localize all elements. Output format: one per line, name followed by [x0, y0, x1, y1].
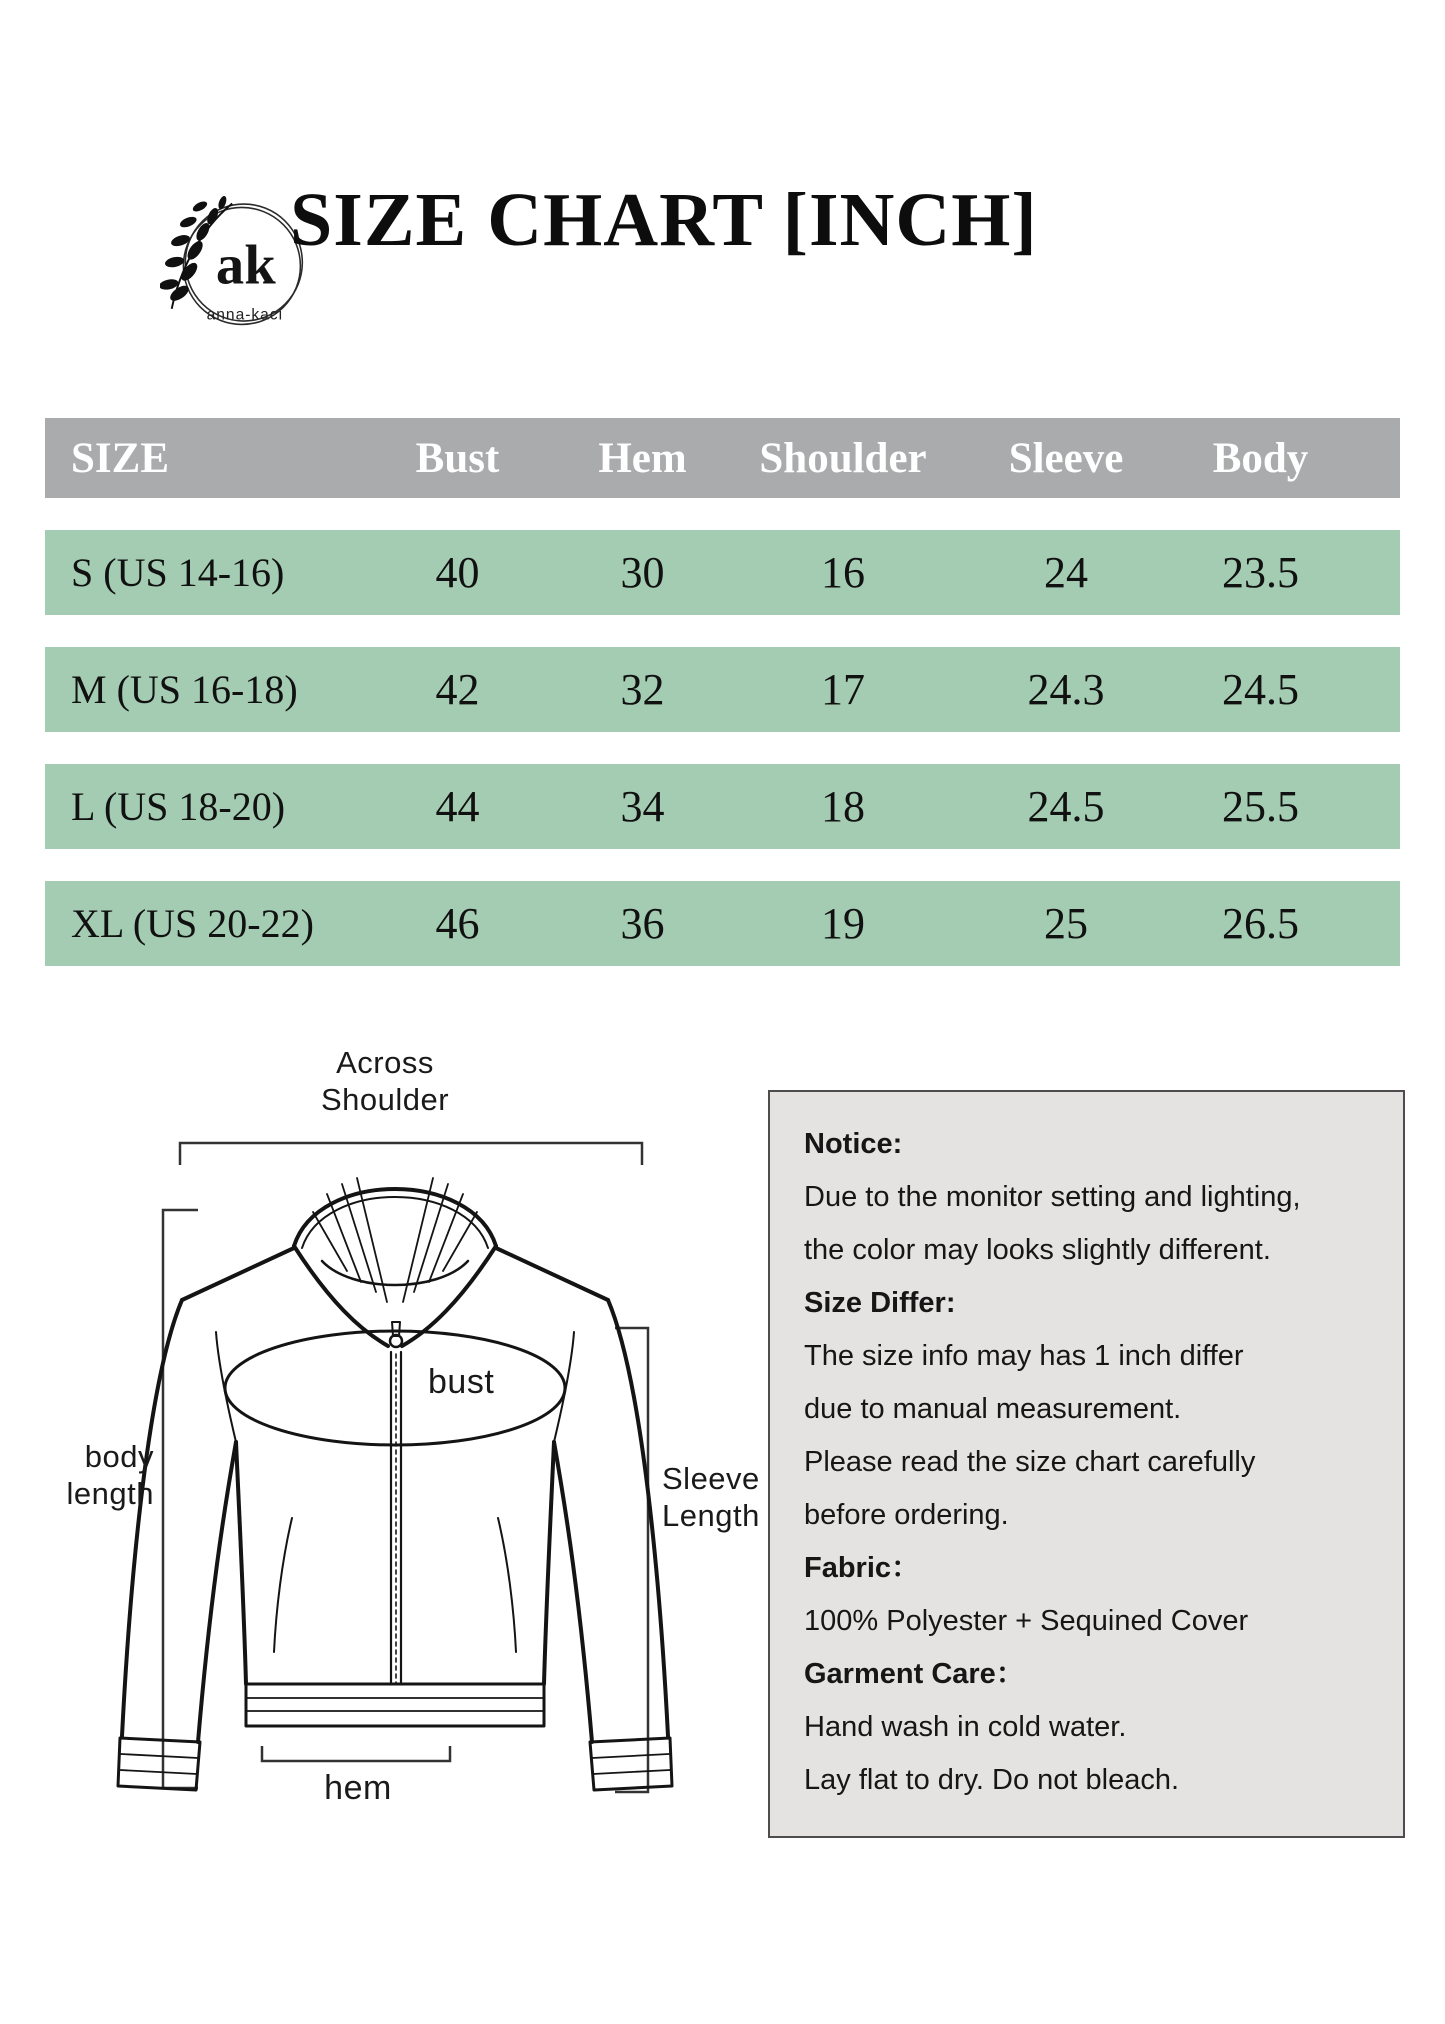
bust-label: bust: [428, 1363, 495, 1401]
table-row-l: [45, 764, 1400, 849]
column-header-size: SIZE: [71, 434, 170, 482]
garment-care-heading: Garment Care：: [804, 1658, 1025, 1690]
notice-line: Hand wash in cold water.: [804, 1711, 1127, 1743]
sleeve-value: 24.3: [1027, 665, 1105, 714]
column-header-bust: Bust: [415, 434, 500, 482]
notice-heading: Notice:: [804, 1128, 903, 1160]
notice-line: Lay flat to dry. Do not bleach.: [804, 1764, 1180, 1796]
hem-value: 36: [620, 899, 665, 948]
across-shoulder-label: [235, 1044, 535, 1118]
size-label: M (US 16-18): [71, 667, 298, 712]
notice-line: Due to the monitor setting and lighting,: [804, 1181, 1301, 1213]
body-length-label: [30, 1438, 154, 1512]
column-header-hem: Hem: [598, 434, 687, 482]
column-header-body: Body: [1212, 434, 1309, 482]
body-value: 23.5: [1222, 548, 1299, 597]
sleeve-value: 25: [1044, 899, 1088, 948]
hem-value: 32: [620, 665, 665, 714]
body-value: 25.5: [1222, 782, 1299, 831]
bust-value: 46: [435, 899, 480, 948]
bust-value: 40: [435, 548, 480, 597]
table-row-m: [45, 647, 1400, 732]
across-shoulder-line2: Shoulder: [320, 1082, 450, 1117]
column-header-sleeve: Sleeve: [1008, 434, 1124, 482]
notice-line: the color may looks slightly different.: [804, 1234, 1271, 1266]
shoulder-value: 16: [821, 548, 865, 597]
notice-line: The size info may has 1 inch differ: [804, 1340, 1244, 1372]
size-label: L (US 18-20): [71, 784, 286, 829]
sleeve-length-line2: Length: [662, 1498, 760, 1533]
logo-monogram: ak: [215, 234, 276, 297]
table-row-s: [45, 530, 1400, 615]
bust-value: 44: [435, 782, 480, 831]
size-differ-heading: Size Differ:: [804, 1287, 956, 1319]
across-shoulder-line1: Across: [336, 1045, 434, 1080]
sleeve-length-label: [662, 1460, 772, 1534]
page-title: SIZE CHART [INCH]: [290, 178, 1038, 262]
notice-line: 100% Polyester + Sequined Cover: [804, 1605, 1249, 1637]
hem-value: 30: [620, 548, 665, 597]
logo-brand-name: anna-kaci: [206, 306, 284, 324]
notice-line: before ordering.: [804, 1499, 1009, 1531]
sleeve-value: 24.5: [1027, 782, 1105, 831]
hem-value: 34: [620, 782, 665, 831]
body-length-line1: body: [84, 1439, 154, 1474]
size-label: S (US 14-16): [71, 550, 285, 595]
notice-line: due to manual measurement.: [804, 1393, 1182, 1425]
notice-box: [768, 1090, 1405, 1838]
table-row-xl: [45, 881, 1400, 966]
sleeve-length-line1: Sleeve: [662, 1461, 760, 1496]
size-label: XL (US 20-22): [71, 901, 314, 946]
body-value: 26.5: [1222, 899, 1299, 948]
notice-line: Please read the size chart carefully: [804, 1446, 1256, 1478]
column-header-shoulder: Shoulder: [759, 434, 927, 482]
shoulder-value: 19: [821, 899, 865, 948]
size-table: [45, 418, 1400, 966]
measurement-diagram: [30, 1040, 760, 1920]
sleeve-value: 24: [1044, 548, 1088, 597]
hem-label: hem: [324, 1769, 392, 1807]
body-length-line2: length: [66, 1476, 154, 1511]
bust-value: 42: [435, 665, 480, 714]
fabric-heading: Fabric：: [804, 1552, 921, 1584]
body-value: 24.5: [1222, 665, 1299, 714]
size-table-header-row: [45, 418, 1400, 498]
shoulder-value: 18: [821, 782, 865, 831]
shoulder-value: 17: [821, 665, 865, 714]
